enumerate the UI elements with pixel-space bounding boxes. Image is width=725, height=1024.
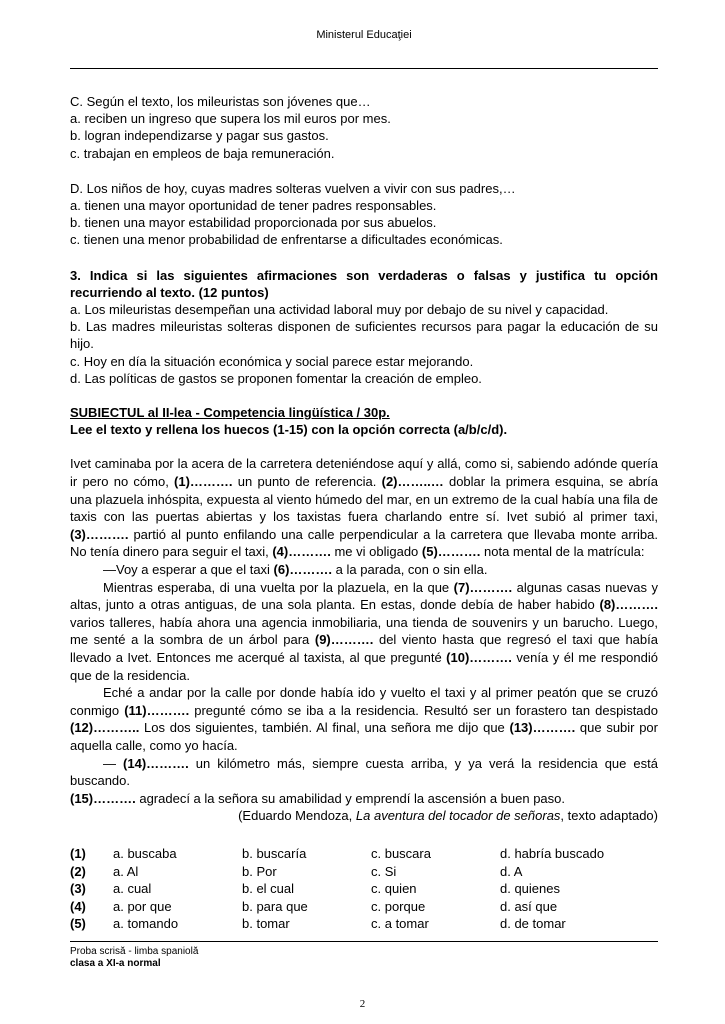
story-paragraph-2: —Voy a esperar a que el taxi (6)………. a la parada, con o sin ella. <box>103 562 488 578</box>
story-paragraph-4: Eché a andar por la calle por donde había ido y vuelto el taxi y al primer peatón que se cruzó conmigo (11)………. pregunté cómo se iba a la residencia. Resultó ser un forastero tan despistado (12)……….. Los dos siguientes, también. Al final, una señora me dijo que (13)………. que subir por aquella calle, como yo hacía. <box>70 685 658 753</box>
footer-exam-name: Proba scrisă - limba spaniolă <box>70 946 199 957</box>
subiect-2-instruction: Lee el texto y rellena los huecos (1-15) con la opción correcta (a/b/c/d). <box>70 422 508 438</box>
ministry-name: Ministerul Educaţiei <box>316 29 412 41</box>
gap-1: (1)………. <box>174 474 233 490</box>
story-paragraph-6: (15)………. agradecí a la señora su amabilidad y emprendí la ascensión a buen paso. <box>70 790 566 806</box>
gap-3: (3)………. <box>70 526 129 542</box>
page-footer <box>70 946 470 970</box>
subiect-2 <box>70 404 658 933</box>
source-title: La aventura del tocador de señoras <box>355 808 561 824</box>
page-number: 2 <box>359 998 366 1010</box>
question-c <box>70 93 658 162</box>
exercise-3-statement-d: d. Las políticas de gastos se proponen fomentar la creación de empleo. <box>70 370 482 386</box>
answer-row: (1) a. buscaba b. buscaría c. buscara d. habría buscado <box>70 845 605 861</box>
question-c-option-b: b. logran independizarse y pagar sus gastos. <box>70 128 329 144</box>
gap-4: (4)………. <box>272 544 331 560</box>
story-paragraph-3: Mientras esperaba, di una vuelta por la plazuela, en la que (7)………. algunas casas nuevas y altas, junto a otras antiguas, de una sola planta. En estas, donde debía de haber habido (8)………. varios talleres, había ahora una agencia inmobiliaria, una tienda de souvenirs y un barucho. Luego, me senté a la sombra de un árbol para (9)………. del viento hasta que regresó el taxi que había llevado a Ivet. Entonces me acerqué al taxista, al que pregunté (10)………. venía y él me respondió que de la residencia. <box>70 579 658 683</box>
story-source: (Eduardo Mendoza, La aventura del tocador de señoras, texto adaptado) <box>238 808 658 824</box>
gap-5: (5)………. <box>421 544 481 560</box>
footer-divider <box>70 941 658 942</box>
answer-row: (3) a. cual b. el cual c. quien d. quienes <box>70 881 560 897</box>
question-d-option-c: c. tienen una menor probabilidad de enfrentarse a dificultades económicas. <box>70 232 503 248</box>
gap-8: (8)………. <box>599 597 658 613</box>
question-d-option-b: b. tienen una mayor estabilidad proporcionada por sus abuelos. <box>70 215 437 231</box>
exercise-3-statement-a: a. Los mileuristas desempeñan una actividad laboral muy por debajo de su nivel y capacidad. <box>70 302 609 318</box>
gap-14: (14)………. <box>123 755 189 771</box>
answer-options-table <box>70 845 658 933</box>
footer-class: clasa a XI-a normal <box>70 958 161 969</box>
exercise-3-statement-c: c. Hoy en día la situación económica y social parece estar mejorando. <box>70 353 474 369</box>
header-divider <box>70 68 658 69</box>
answer-row: (2) a. Al b. Por c. Si d. A <box>70 863 523 879</box>
gap-12: (12)……….. <box>70 720 140 736</box>
subiect-2-heading: SUBIECTUL al II-lea - Competencia lingüística / 30p. <box>70 405 390 421</box>
gap-13: (13)………. <box>509 720 576 736</box>
page-header <box>70 28 658 42</box>
question-c-option-a: a. reciben un ingreso que supera los mil euros por mes. <box>70 111 391 127</box>
exercise-3-title: 3. Indica si las siguientes afirmaciones son verdaderas o falsas y justifica tu opción recurriendo al texto. (12 puntos) <box>70 267 658 300</box>
gap-7: (7)………. <box>453 579 513 595</box>
cloze-text <box>70 455 658 824</box>
question-d-stem: D. Los niños de hoy, cuyas madres solteras vuelven a vivir con sus padres,… <box>70 180 516 196</box>
gap-9: (9)………. <box>314 632 374 648</box>
question-d <box>70 180 658 249</box>
page-content <box>70 93 658 933</box>
gap-15: (15)………. <box>70 790 136 806</box>
story-paragraph-5: — (14)………. un kilómetro más, siempre cuesta arriba, y ya verá la residencia que está buscando. <box>70 755 658 789</box>
answer-row: (4) a. por que b. para que c. porque d. así que <box>70 898 558 914</box>
exercise-3 <box>70 267 658 387</box>
gap-6: (6)………. <box>273 562 333 578</box>
exercise-3-statement-b: b. Las madres mileuristas solteras disponen de suficientes recursos para pagar la educación de su hijo. <box>70 319 658 352</box>
gap-10: (10)………. <box>446 649 512 665</box>
question-c-stem: C. Según el texto, los mileuristas son jóvenes que… <box>70 94 371 109</box>
question-c-option-c: c. trabajan en empleos de baja remuneración. <box>70 145 335 161</box>
gap-11: (11)………. <box>124 702 190 718</box>
question-d-option-a: a. tienen una mayor oportunidad de tener padres responsables. <box>70 198 437 214</box>
answer-row: (5) a. tomando b. tomar c. a tomar d. de tomar <box>70 916 566 932</box>
gap-2: (2)……..… <box>381 474 444 490</box>
story-paragraph-1: Ivet caminaba por la acera de la carretera deteniéndose aquí y allá, como si, sabiendo adónde quería ir pero no cómo, (1)………. un punto de referencia. (2)……..… doblar la primera esquina, se abría una plazuela inhóspita, expuesta al viento húmedo del mar, en un extremo de la cual había una fila de taxis con las puertas abiertas y los taxistas fuera charlando entre sí. Ivet subió al primer taxi, (3)………. partió al punto enfilando una calle perpendicular a la carretera que llevaba monte arriba. No tenía dinero para seguir el taxi, (4)………. me vi obligado (5)………. nota mental de la matrícula: <box>70 456 658 560</box>
